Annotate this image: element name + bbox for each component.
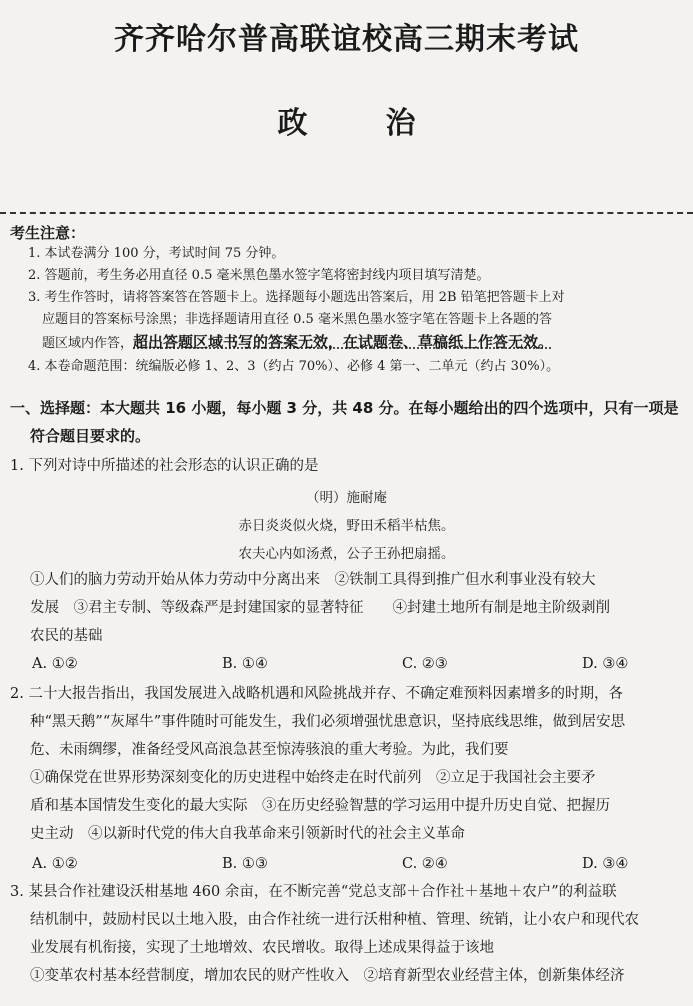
section-1-line-2: 符合题目要求的。 [30, 427, 151, 445]
option-a[interactable]: A. ①② [32, 856, 78, 872]
question-2 [10, 680, 685, 848]
question-line: 2. 二十大报告指出，我国发展进入战略机遇和风险挑战并存、不确定难预料因素增多的时期，各 [10, 686, 623, 702]
notice-item-1: 1. 本试卷满分 100 分，考试时间 75 分钟。 [28, 246, 285, 261]
section-1-heading [10, 394, 685, 450]
section-1-line-1: 一、选择题：本大题共 16 小题，每小题 3 分，共 48 分。在每小题给出的四个选项中，只有一项是 [10, 399, 679, 417]
notice-item-4: 4. 本卷命题范围：统编版必修 1、2、3（约占 70%）、必修 4 第一、二单元（约占 30%）。 [28, 359, 560, 374]
option-c[interactable]: C. ②③ [402, 656, 448, 672]
notice-heading: 考生注意： [10, 224, 86, 242]
question-line: 危、未雨绸缪，准备经受风高浪急甚至惊涛骇浪的重大考验。为此，我们要 [30, 742, 509, 758]
poem-line-1: 赤日炎炎似火烧，野田禾稻半枯焦。 [238, 518, 455, 534]
statement-line: 农民的基础 [30, 628, 103, 644]
statement-line: ①人们的脑力劳动开始从体力劳动中分离出来 ②铁制工具得到推广但水利事业没有较大 [30, 572, 596, 588]
notice-item-3-line-3: 题区域内作答，超出答题区域书写的答案无效，在试题卷、草稿纸上作答无效。 [42, 333, 554, 351]
question-line: 史主动 ④以新时代党的伟大自我革命来引领新时代的社会主义革命 [30, 826, 465, 842]
notice-item-3 [28, 287, 688, 355]
subject-char-2: 治 [385, 106, 416, 141]
statement-line: 发展 ③君主专制、等级森严是封建国家的显著特征 ④封建土地所有制是地主阶级剥削 [30, 600, 610, 616]
warning-text: 超出答题区域书写的答案无效，在试题卷、草稿纸上作答无效。 [133, 333, 554, 351]
question-line: ①确保党在世界形势深刻变化的历史进程中始终走在时代前列 ②立足于我国社会主要矛 [30, 770, 596, 786]
question-3 [10, 878, 685, 990]
question-line: ①变革农村基本经营制度，增加农民的财产性收入 ②培育新型农业经营主体，创新集体经济 [30, 968, 625, 984]
option-d[interactable]: D. ③④ [582, 656, 629, 672]
option-a[interactable]: A. ①② [32, 656, 78, 672]
option-d[interactable]: D. ③④ [582, 856, 629, 872]
seal-line-divider [0, 212, 693, 214]
question-1-statements [30, 566, 685, 650]
poem-author: （明）施耐庵 [306, 490, 387, 506]
exam-title: 齐齐哈尔普高联谊校高三期末考试 [114, 22, 579, 57]
question-line: 种“黑天鹅”“灰犀牛”事件随时可能发生，我们必须增强忧患意识，坚持底线思维，做到居安思 [30, 714, 626, 730]
question-line: 结机制中，鼓励村民以土地入股，由合作社统一进行沃柑种植、管理、统销，让小农户和现代农 [30, 912, 639, 928]
question-line: 3. 某县合作社建设沃柑基地 460 余亩，在不断完善“党总支部＋合作社＋基地＋农户”的利益联 [10, 884, 617, 900]
notice-item-2: 2. 答题前，考生务必用直径 0.5 毫米黑色墨水签字笔将密封线内项目填写清楚。 [28, 268, 490, 283]
option-b[interactable]: B. ①④ [222, 656, 268, 672]
option-c[interactable]: C. ②④ [402, 856, 448, 872]
question-line: 业发展有机衔接，实现了土地增效、农民增收。取得上述成果得益于该地 [30, 940, 494, 956]
notice-item-3-line-2: 应题目的答案标号涂黑；非选择题请用直径 0.5 毫米黑色墨水签字笔在答题卡上各题的答 [42, 312, 552, 327]
question-line: 盾和基本国情发生变化的最大实际 ③在历史经验智慧的学习运用中提升历史自觉、把握历 [30, 798, 610, 814]
poem-line-2: 农夫心内如汤煮，公子王孙把扇摇。 [238, 546, 455, 562]
option-b[interactable]: B. ①③ [222, 856, 268, 872]
subject-char-1: 政 [277, 106, 308, 141]
subject-title [0, 98, 693, 142]
question-1-stem: 1. 下列对诗中所描述的社会形态的认识正确的是 [10, 458, 319, 474]
notice-item-3-line-1: 3. 考生作答时，请将答案答在答题卡上。选择题每小题选出答案后，用 2B 铅笔把答题卡上对 [28, 290, 565, 305]
